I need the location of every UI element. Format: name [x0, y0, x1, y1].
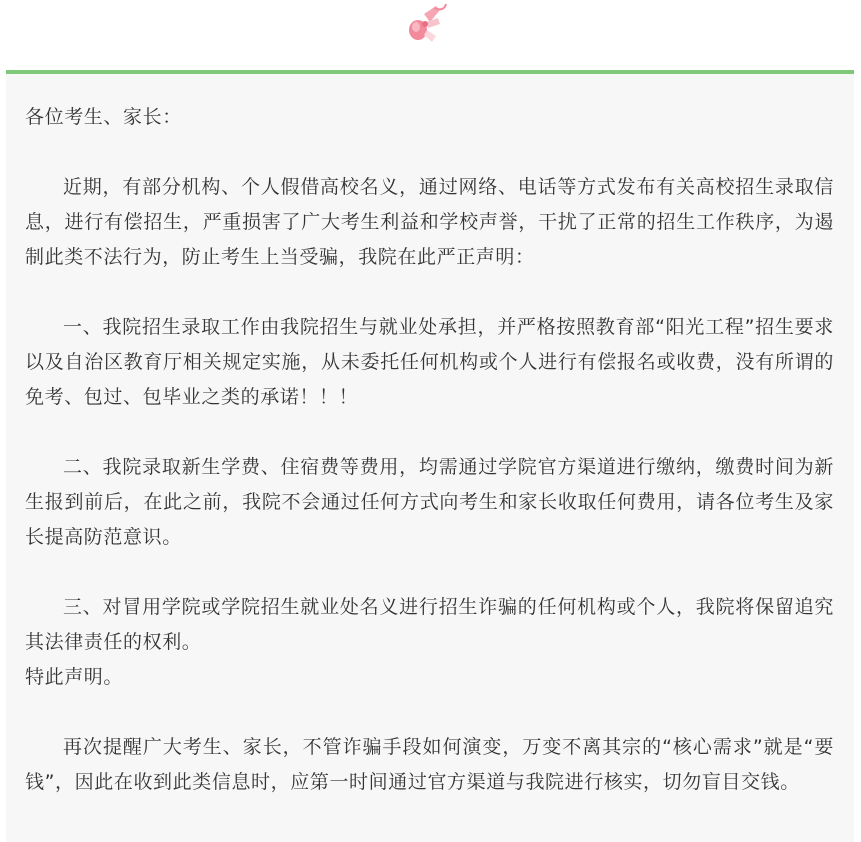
paragraph-gap [25, 135, 834, 170]
paragraph-gap [25, 555, 834, 590]
paragraph-intro: 近期，有部分机构、个人假借高校名义，通过网络、电话等方式发布有关高校招生录取信息，进行有偿招生，严重损害了广大考生利益和学校声誉，干扰了正常的招生工作秩序，为遏制此类不法行为，防止考生上当受骗，我院在此严正声明： [25, 176, 834, 268]
paragraph-reminder: 再次提醒广大考生、家长，不管诈骗手段如何演变，万变不离其宗的“核心需求”就是“要钱”，因此在收到此类信息时，应第一时间通过官方渠道与我院进行核实，切勿盲目交钱。 [25, 736, 834, 793]
paragraph-gap [25, 275, 834, 310]
header-banner [0, 0, 861, 70]
paragraph-gap [25, 415, 834, 450]
salutation: 各位考生、家长： [25, 106, 182, 128]
pink-flower-icon [396, 2, 452, 46]
paragraph-gap [25, 695, 834, 730]
paragraph-item-1: 一、我院招生录取工作由我院招生与就业处承担，并严格按照教育部“阳光工程”招生要求以及自治区教育厅相关规定实施，从未委托任何机构或个人进行有偿报名或收费，没有所谓的免考、包过、包毕业之类的承诺！！！ [25, 316, 834, 408]
paragraph-item-3: 三、对冒用学院或学院招生就业处名义进行招生诈骗的任何机构或个人，我院将保留追究其法律责任的权利。 [25, 596, 834, 653]
announcement-body [6, 74, 854, 842]
paragraph-item-2: 二、我院录取新生学费、住宿费等费用，均需通过学院官方渠道进行缴纳，缴费时间为新生报到前后，在此之前，我院不会通过任何方式向考生和家长收取任何费用，请各位考生及家长提高防范意识。 [25, 456, 834, 548]
statement: 特此声明。 [25, 666, 124, 688]
